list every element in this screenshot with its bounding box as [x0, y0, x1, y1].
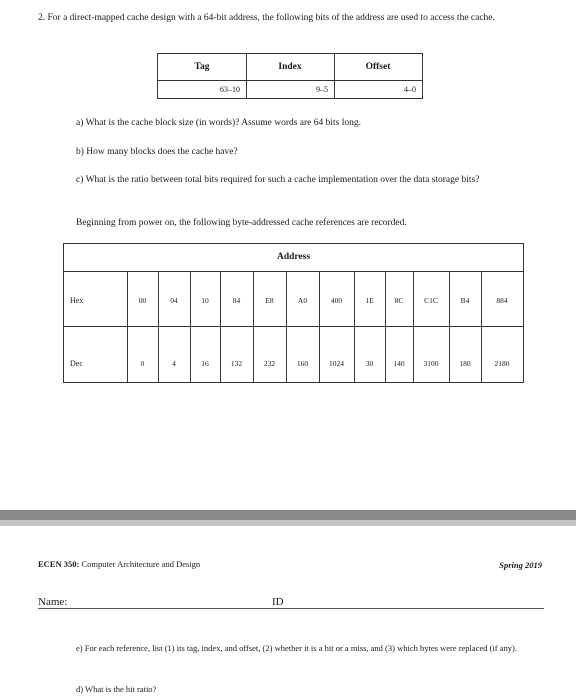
hex-address-cell: 04 — [170, 296, 178, 305]
tag-header: Tag — [194, 62, 210, 72]
address-title: Address — [276, 252, 311, 262]
index-header: Index — [278, 62, 302, 72]
hex-address-cell: E8 — [265, 296, 274, 305]
bits-value-row — [158, 80, 422, 99]
dec-address-cell: 160 — [296, 359, 309, 368]
offset-header: Offset — [365, 62, 391, 72]
hex-address-cell: 400 — [330, 296, 343, 305]
hex-address-cell: A0 — [297, 296, 308, 305]
page-divider-shadow — [0, 520, 576, 526]
row-separator — [64, 271, 523, 272]
dec-address-cell: 180 — [459, 359, 471, 368]
dec-address-cell: 232 — [263, 359, 276, 368]
semester-label: Spring 2019 — [499, 560, 542, 570]
index-bits: 9–5 — [316, 85, 328, 94]
hex-address-cell: C1C — [424, 296, 438, 305]
dec-address-cell: 0 — [140, 359, 145, 368]
tag-bits: 63–10 — [220, 85, 240, 94]
dec-address-cell: 132 — [230, 359, 243, 368]
references-intro: Beginning from power on, the following byte-addressed cache references are recorded. — [76, 218, 407, 228]
address-table — [63, 243, 524, 383]
bits-header-row — [158, 54, 422, 80]
dec-address-cell: 4 — [172, 359, 176, 368]
course-title — [38, 559, 200, 569]
dec-address-cell: 140 — [393, 359, 405, 368]
hex-address-cell: 84 — [232, 296, 241, 305]
dec-address-cell: 30 — [365, 359, 374, 368]
column-divider — [334, 54, 335, 98]
course-name: Computer Architecture and Design — [81, 559, 201, 569]
name-label: Name: — [38, 596, 68, 608]
column-divider — [246, 54, 247, 98]
question-e: e) For each reference, list (1) its tag, index, and offset, (2) whether it is a hit or a miss, and (3) which bytes were replaced (if any). — [76, 643, 517, 653]
question-intro: 2. For a direct-mapped cache design with a 64-bit address, the following bits of the address are used to access the cache. — [38, 13, 495, 23]
hex-address-cell: 884 — [496, 296, 508, 305]
hex-address-cell: 8C — [394, 296, 404, 305]
dec-address-cell: 1024 — [329, 359, 344, 368]
hex-address-cell: B4 — [460, 296, 470, 305]
course-code: ECEN 350: — [38, 559, 80, 569]
question-b: b) How many blocks does the cache have? — [76, 147, 238, 157]
hex-row-label: Hex — [70, 296, 84, 305]
dec-address-cell: 2180 — [494, 359, 510, 368]
offset-bits: 4–0 — [404, 85, 416, 94]
dec-row-label: Dec — [70, 359, 83, 368]
page-divider — [0, 510, 576, 520]
name-underline — [38, 608, 544, 609]
hex-address-cell: 1E — [365, 296, 374, 305]
address-bits-table — [157, 53, 423, 99]
id-label: ID — [272, 596, 284, 608]
question-d: d) What is the hit ratio? — [76, 684, 157, 694]
dec-address-cell: 3100 — [423, 359, 439, 368]
question-a: a) What is the cache block size (in words)? Assume words are 64 bits long. — [76, 118, 362, 128]
row-separator — [64, 326, 523, 327]
dec-address-cell: 16 — [201, 359, 209, 368]
hex-address-cell: 00 — [138, 296, 147, 305]
hex-address-cell: 10 — [201, 296, 209, 305]
question-c: c) What is the ratio between total bits required for such a cache implementation over the data storage bits? — [76, 175, 480, 185]
